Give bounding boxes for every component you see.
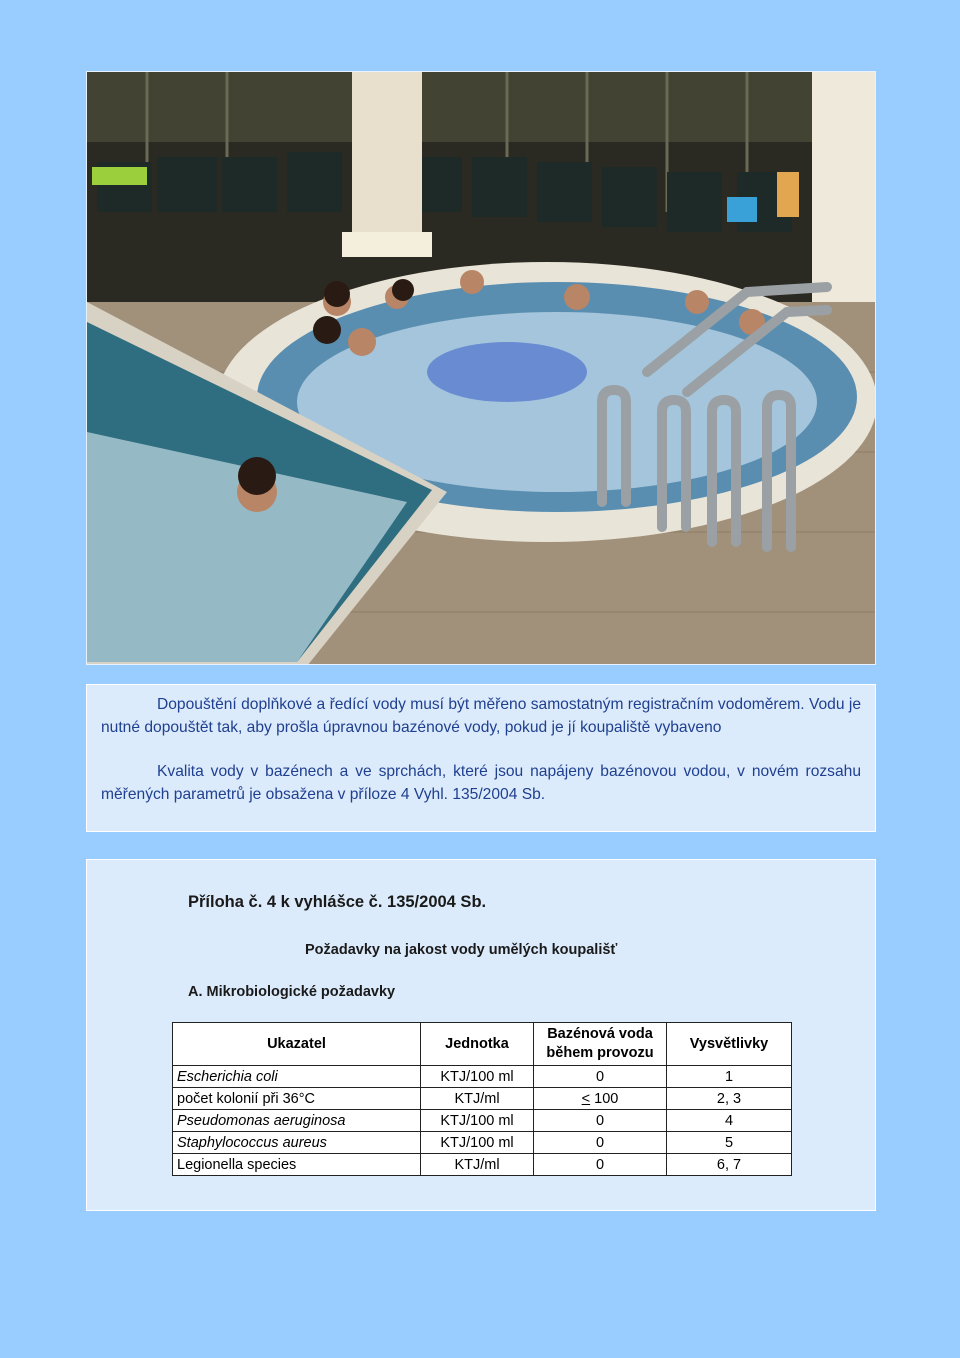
annex-subtitle: Požadavky na jakost vody umělých koupališť (305, 942, 618, 958)
header-indicator: Ukazatel (173, 1023, 421, 1066)
cell-unit: KTJ/100 ml (421, 1066, 534, 1088)
cell-limit (534, 1154, 667, 1176)
whirlpool-photo (86, 71, 876, 665)
cell-limit (534, 1088, 667, 1110)
header-notes: Vysvětlivky (667, 1023, 792, 1066)
cell-notes: 1 (667, 1066, 792, 1088)
header-unit: Jednotka (421, 1023, 534, 1066)
cell-indicator: Escherichia coli (173, 1066, 421, 1088)
table-row (173, 1110, 792, 1132)
annex-title: Příloha č. 4 k vyhlášce č. 135/2004 Sb. (188, 893, 487, 911)
table-row (173, 1088, 792, 1110)
table-row (173, 1154, 792, 1176)
cell-notes: 5 (667, 1132, 792, 1154)
cell-indicator: Staphylococcus aureus (173, 1132, 421, 1154)
cell-unit: KTJ/100 ml (421, 1132, 534, 1154)
cell-notes: 2, 3 (667, 1088, 792, 1110)
cell-unit: KTJ/ml (421, 1088, 534, 1110)
info-text-box (86, 684, 876, 832)
cell-limit (534, 1132, 667, 1154)
annex-panel (86, 859, 876, 1211)
table-row (173, 1066, 792, 1088)
paragraph-dilution-water: Dopouštění doplňkové a ředící vody musí být měřeno samostatným registračním vodoměrem. Vodu je nutné dopouštět tak, aby prošla úpravnou bazénové vody, pokud je jí koupaliště vybaveno (101, 696, 861, 736)
cell-limit (534, 1066, 667, 1088)
cell-indicator: počet kolonií při 36°C (173, 1088, 421, 1110)
limit-value: 100 (590, 1090, 619, 1107)
section-heading: A. Mikrobiologické požadavky (188, 984, 396, 1000)
cell-notes: 4 (667, 1110, 792, 1132)
limit-value: 0 (595, 1156, 605, 1173)
paragraph-water-quality: Kvalita vody v bazénech a ve sprchách, které jsou napájeny bazénovou vodou, v novém rozsahu měřených parametrů je obsažena v příloze 4 Vyhl. 135/2004 Sb. (101, 763, 861, 803)
table-header-row (173, 1023, 792, 1066)
limit-value: 0 (595, 1112, 605, 1129)
limit-prefix: < (581, 1090, 591, 1107)
cell-unit: KTJ/ml (421, 1154, 534, 1176)
limit-value: 0 (595, 1134, 605, 1151)
cell-indicator: Legionella species (173, 1154, 421, 1176)
cell-indicator: Pseudomonas aeruginosa (173, 1110, 421, 1132)
table-row (173, 1132, 792, 1154)
cell-notes: 6, 7 (667, 1154, 792, 1176)
header-pool-water: Bazénová voda během provozu (534, 1023, 667, 1066)
microbiological-requirements-table (172, 1022, 792, 1176)
limit-value: 0 (595, 1068, 605, 1085)
cell-unit: KTJ/100 ml (421, 1110, 534, 1132)
cell-limit (534, 1110, 667, 1132)
